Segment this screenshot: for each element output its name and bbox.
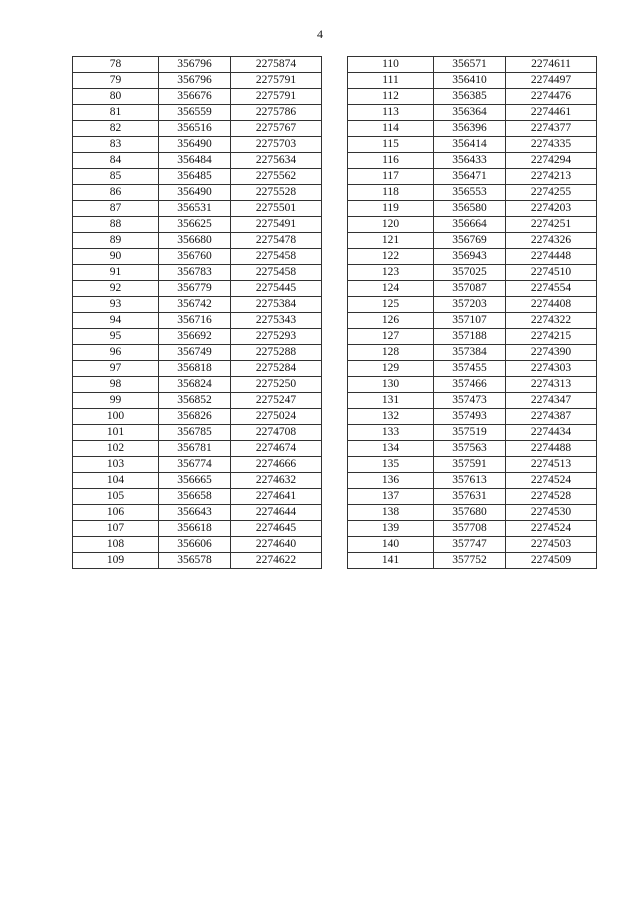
table-row	[348, 73, 597, 89]
x-coordinate-cell: 356716	[159, 313, 231, 329]
y-coordinate-cell: 2274554	[506, 281, 597, 297]
x-coordinate-cell: 356781	[159, 441, 231, 457]
y-coordinate-cell: 2274347	[506, 393, 597, 409]
point-number-cell: 98	[73, 377, 159, 393]
y-coordinate-cell: 2274408	[506, 297, 597, 313]
x-coordinate-cell: 357107	[434, 313, 506, 329]
table-row	[73, 281, 322, 297]
x-coordinate-cell: 356643	[159, 505, 231, 521]
table-row	[73, 409, 322, 425]
point-number-cell: 121	[348, 233, 434, 249]
y-coordinate-cell: 2275478	[231, 233, 322, 249]
y-coordinate-cell: 2275458	[231, 249, 322, 265]
y-coordinate-cell: 2274313	[506, 377, 597, 393]
point-number-cell: 99	[73, 393, 159, 409]
x-coordinate-cell: 357466	[434, 377, 506, 393]
table-row	[348, 121, 597, 137]
point-number-cell: 105	[73, 489, 159, 505]
point-number-cell: 110	[348, 57, 434, 73]
y-coordinate-cell: 2275491	[231, 217, 322, 233]
table-row	[73, 505, 322, 521]
table-row	[348, 377, 597, 393]
table-row	[73, 217, 322, 233]
table-row	[73, 313, 322, 329]
y-coordinate-cell: 2274666	[231, 457, 322, 473]
x-coordinate-cell: 356676	[159, 89, 231, 105]
x-coordinate-cell: 356785	[159, 425, 231, 441]
table-row	[348, 313, 597, 329]
point-number-cell: 109	[73, 553, 159, 569]
x-coordinate-cell: 356484	[159, 153, 231, 169]
point-number-cell: 82	[73, 121, 159, 137]
y-coordinate-cell: 2274326	[506, 233, 597, 249]
x-coordinate-cell: 356760	[159, 249, 231, 265]
x-coordinate-cell: 356779	[159, 281, 231, 297]
y-coordinate-cell: 2274322	[506, 313, 597, 329]
table-row	[73, 489, 322, 505]
table-row	[348, 409, 597, 425]
x-coordinate-cell: 356826	[159, 409, 231, 425]
x-coordinate-cell: 357631	[434, 489, 506, 505]
x-coordinate-cell: 357188	[434, 329, 506, 345]
y-coordinate-cell: 2275343	[231, 313, 322, 329]
y-coordinate-cell: 2274203	[506, 201, 597, 217]
point-number-cell: 133	[348, 425, 434, 441]
y-coordinate-cell: 2275501	[231, 201, 322, 217]
x-coordinate-cell: 356824	[159, 377, 231, 393]
point-number-cell: 125	[348, 297, 434, 313]
point-number-cell: 137	[348, 489, 434, 505]
point-number-cell: 115	[348, 137, 434, 153]
y-coordinate-cell: 2274461	[506, 105, 597, 121]
point-number-cell: 87	[73, 201, 159, 217]
y-coordinate-cell: 2274215	[506, 329, 597, 345]
x-coordinate-cell: 356749	[159, 345, 231, 361]
x-coordinate-cell: 356559	[159, 105, 231, 121]
point-number-cell: 111	[348, 73, 434, 89]
point-number-cell: 139	[348, 521, 434, 537]
table-row	[73, 441, 322, 457]
y-coordinate-cell: 2274335	[506, 137, 597, 153]
point-number-cell: 106	[73, 505, 159, 521]
table-row	[348, 505, 597, 521]
x-coordinate-cell: 356414	[434, 137, 506, 153]
x-coordinate-cell: 356580	[434, 201, 506, 217]
point-number-cell: 113	[348, 105, 434, 121]
x-coordinate-cell: 356385	[434, 89, 506, 105]
x-coordinate-cell: 356796	[159, 73, 231, 89]
x-coordinate-cell: 356742	[159, 297, 231, 313]
x-coordinate-cell: 356658	[159, 489, 231, 505]
point-number-cell: 84	[73, 153, 159, 169]
x-coordinate-cell: 356578	[159, 553, 231, 569]
table-row	[348, 281, 597, 297]
point-number-cell: 127	[348, 329, 434, 345]
x-coordinate-cell: 356571	[434, 57, 506, 73]
y-coordinate-cell: 2274294	[506, 153, 597, 169]
x-coordinate-cell: 357708	[434, 521, 506, 537]
point-number-cell: 96	[73, 345, 159, 361]
point-number-cell: 89	[73, 233, 159, 249]
x-coordinate-cell: 357519	[434, 425, 506, 441]
table-row	[348, 201, 597, 217]
y-coordinate-cell: 2275528	[231, 185, 322, 201]
y-coordinate-cell: 2274513	[506, 457, 597, 473]
point-number-cell: 118	[348, 185, 434, 201]
y-coordinate-cell: 2274622	[231, 553, 322, 569]
table-row	[73, 233, 322, 249]
table-row	[348, 57, 597, 73]
table-row	[348, 137, 597, 153]
x-coordinate-cell: 357025	[434, 265, 506, 281]
y-coordinate-cell: 2275250	[231, 377, 322, 393]
y-coordinate-cell: 2275791	[231, 73, 322, 89]
x-coordinate-cell: 356664	[434, 217, 506, 233]
table-row	[348, 217, 597, 233]
table-row	[73, 537, 322, 553]
x-coordinate-cell: 357591	[434, 457, 506, 473]
x-coordinate-cell: 356783	[159, 265, 231, 281]
x-coordinate-cell: 356433	[434, 153, 506, 169]
y-coordinate-cell: 2274476	[506, 89, 597, 105]
point-number-cell: 117	[348, 169, 434, 185]
x-coordinate-cell: 356774	[159, 457, 231, 473]
x-coordinate-cell: 356490	[159, 185, 231, 201]
y-coordinate-cell: 2274524	[506, 521, 597, 537]
table-row	[348, 521, 597, 537]
point-number-cell: 93	[73, 297, 159, 313]
point-number-cell: 138	[348, 505, 434, 521]
table-row	[73, 377, 322, 393]
y-coordinate-cell: 2274387	[506, 409, 597, 425]
point-number-cell: 100	[73, 409, 159, 425]
y-coordinate-cell: 2274645	[231, 521, 322, 537]
coordinates-table-right	[347, 56, 597, 569]
table-row	[348, 345, 597, 361]
point-number-cell: 129	[348, 361, 434, 377]
table-row	[73, 553, 322, 569]
table-row	[348, 537, 597, 553]
table-row	[348, 297, 597, 313]
y-coordinate-cell: 2274611	[506, 57, 597, 73]
x-coordinate-cell: 356516	[159, 121, 231, 137]
x-coordinate-cell: 357493	[434, 409, 506, 425]
x-coordinate-cell: 356485	[159, 169, 231, 185]
table-row	[348, 425, 597, 441]
x-coordinate-cell: 357384	[434, 345, 506, 361]
x-coordinate-cell: 356531	[159, 201, 231, 217]
point-number-cell: 88	[73, 217, 159, 233]
y-coordinate-cell: 2274377	[506, 121, 597, 137]
point-number-cell: 91	[73, 265, 159, 281]
y-coordinate-cell: 2274488	[506, 441, 597, 457]
table-row	[73, 457, 322, 473]
y-coordinate-cell: 2275874	[231, 57, 322, 73]
point-number-cell: 86	[73, 185, 159, 201]
y-coordinate-cell: 2274434	[506, 425, 597, 441]
table-row	[73, 521, 322, 537]
point-number-cell: 92	[73, 281, 159, 297]
point-number-cell: 122	[348, 249, 434, 265]
y-coordinate-cell: 2274303	[506, 361, 597, 377]
table-row	[348, 489, 597, 505]
point-number-cell: 136	[348, 473, 434, 489]
table-row	[73, 57, 322, 73]
y-coordinate-cell: 2275562	[231, 169, 322, 185]
point-number-cell: 80	[73, 89, 159, 105]
point-number-cell: 103	[73, 457, 159, 473]
table-row	[348, 329, 597, 345]
x-coordinate-cell: 356553	[434, 185, 506, 201]
table-row	[73, 169, 322, 185]
table-row	[73, 89, 322, 105]
table-row	[348, 153, 597, 169]
x-coordinate-cell: 356665	[159, 473, 231, 489]
y-coordinate-cell: 2274708	[231, 425, 322, 441]
x-coordinate-cell: 356818	[159, 361, 231, 377]
x-coordinate-cell: 357203	[434, 297, 506, 313]
x-coordinate-cell: 356396	[434, 121, 506, 137]
point-number-cell: 112	[348, 89, 434, 105]
point-number-cell: 79	[73, 73, 159, 89]
table-row	[348, 361, 597, 377]
x-coordinate-cell: 356852	[159, 393, 231, 409]
x-coordinate-cell: 356943	[434, 249, 506, 265]
table-row	[348, 249, 597, 265]
y-coordinate-cell: 2275767	[231, 121, 322, 137]
y-coordinate-cell: 2275293	[231, 329, 322, 345]
y-coordinate-cell: 2275703	[231, 137, 322, 153]
x-coordinate-cell: 356618	[159, 521, 231, 537]
point-number-cell: 130	[348, 377, 434, 393]
y-coordinate-cell: 2275288	[231, 345, 322, 361]
y-coordinate-cell: 2275445	[231, 281, 322, 297]
point-number-cell: 101	[73, 425, 159, 441]
y-coordinate-cell: 2274644	[231, 505, 322, 521]
y-coordinate-cell: 2275791	[231, 89, 322, 105]
table-row	[73, 297, 322, 313]
y-coordinate-cell: 2274390	[506, 345, 597, 361]
x-coordinate-cell: 357087	[434, 281, 506, 297]
y-coordinate-cell: 2274255	[506, 185, 597, 201]
x-coordinate-cell: 356410	[434, 73, 506, 89]
y-coordinate-cell: 2274641	[231, 489, 322, 505]
table-row	[348, 457, 597, 473]
point-number-cell: 126	[348, 313, 434, 329]
x-coordinate-cell: 357747	[434, 537, 506, 553]
table-row	[73, 265, 322, 281]
y-coordinate-cell: 2274509	[506, 553, 597, 569]
y-coordinate-cell: 2274632	[231, 473, 322, 489]
y-coordinate-cell: 2274213	[506, 169, 597, 185]
x-coordinate-cell: 356364	[434, 105, 506, 121]
y-coordinate-cell: 2274510	[506, 265, 597, 281]
point-number-cell: 90	[73, 249, 159, 265]
point-number-cell: 83	[73, 137, 159, 153]
y-coordinate-cell: 2274503	[506, 537, 597, 553]
y-coordinate-cell: 2274640	[231, 537, 322, 553]
y-coordinate-cell: 2275384	[231, 297, 322, 313]
table-row	[73, 201, 322, 217]
page-number: 4	[317, 27, 323, 41]
x-coordinate-cell: 357752	[434, 553, 506, 569]
x-coordinate-cell: 356606	[159, 537, 231, 553]
table-row	[73, 473, 322, 489]
table-row	[73, 137, 322, 153]
point-number-cell: 81	[73, 105, 159, 121]
table-row	[73, 425, 322, 441]
table-row	[348, 233, 597, 249]
table-row	[73, 361, 322, 377]
point-number-cell: 114	[348, 121, 434, 137]
y-coordinate-cell: 2274528	[506, 489, 597, 505]
point-number-cell: 123	[348, 265, 434, 281]
x-coordinate-cell: 356692	[159, 329, 231, 345]
x-coordinate-cell: 356471	[434, 169, 506, 185]
y-coordinate-cell: 2274251	[506, 217, 597, 233]
table-row	[348, 169, 597, 185]
y-coordinate-cell: 2274524	[506, 473, 597, 489]
table-row	[348, 393, 597, 409]
x-coordinate-cell: 356680	[159, 233, 231, 249]
table-row	[73, 185, 322, 201]
x-coordinate-cell: 356625	[159, 217, 231, 233]
point-number-cell: 124	[348, 281, 434, 297]
table-row	[348, 105, 597, 121]
y-coordinate-cell: 2275247	[231, 393, 322, 409]
point-number-cell: 94	[73, 313, 159, 329]
point-number-cell: 119	[348, 201, 434, 217]
x-coordinate-cell: 356490	[159, 137, 231, 153]
y-coordinate-cell: 2274448	[506, 249, 597, 265]
y-coordinate-cell: 2275024	[231, 409, 322, 425]
x-coordinate-cell: 356796	[159, 57, 231, 73]
x-coordinate-cell: 357563	[434, 441, 506, 457]
y-coordinate-cell: 2274530	[506, 505, 597, 521]
point-number-cell: 85	[73, 169, 159, 185]
table-row	[348, 441, 597, 457]
y-coordinate-cell: 2275786	[231, 105, 322, 121]
point-number-cell: 120	[348, 217, 434, 233]
table-row	[73, 393, 322, 409]
point-number-cell: 134	[348, 441, 434, 457]
table-row	[348, 553, 597, 569]
point-number-cell: 102	[73, 441, 159, 457]
table-row	[73, 345, 322, 361]
point-number-cell: 107	[73, 521, 159, 537]
y-coordinate-cell: 2274497	[506, 73, 597, 89]
table-row	[348, 473, 597, 489]
table-row	[73, 249, 322, 265]
point-number-cell: 104	[73, 473, 159, 489]
table-row	[348, 185, 597, 201]
table-row	[73, 329, 322, 345]
point-number-cell: 128	[348, 345, 434, 361]
y-coordinate-cell: 2275634	[231, 153, 322, 169]
point-number-cell: 140	[348, 537, 434, 553]
x-coordinate-cell: 356769	[434, 233, 506, 249]
y-coordinate-cell: 2275284	[231, 361, 322, 377]
y-coordinate-cell: 2275458	[231, 265, 322, 281]
point-number-cell: 95	[73, 329, 159, 345]
point-number-cell: 97	[73, 361, 159, 377]
x-coordinate-cell: 357613	[434, 473, 506, 489]
table-row	[73, 105, 322, 121]
x-coordinate-cell: 357680	[434, 505, 506, 521]
point-number-cell: 116	[348, 153, 434, 169]
point-number-cell: 132	[348, 409, 434, 425]
table-row	[73, 73, 322, 89]
point-number-cell: 78	[73, 57, 159, 73]
coordinates-table-left	[72, 56, 322, 569]
point-number-cell: 131	[348, 393, 434, 409]
table-row	[348, 89, 597, 105]
table-row	[73, 121, 322, 137]
point-number-cell: 141	[348, 553, 434, 569]
point-number-cell: 135	[348, 457, 434, 473]
table-row	[348, 265, 597, 281]
table-row	[73, 153, 322, 169]
point-number-cell: 108	[73, 537, 159, 553]
x-coordinate-cell: 357473	[434, 393, 506, 409]
x-coordinate-cell: 357455	[434, 361, 506, 377]
y-coordinate-cell: 2274674	[231, 441, 322, 457]
